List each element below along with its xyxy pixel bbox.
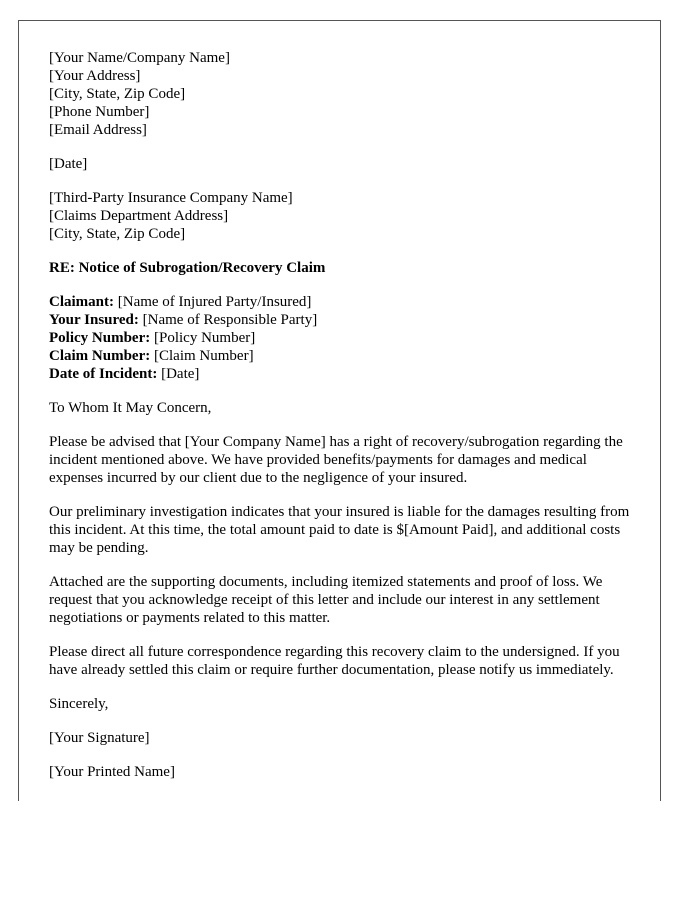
date-block	[49, 155, 639, 173]
detail-value: [Claim Number]	[150, 348, 254, 364]
body-paragraph-4: Please direct all future correspondence regarding this recovery claim to the undersigned. If you have already settled this claim or require further documentation, please notify us immediately.	[49, 644, 620, 678]
body-paragraph-3: Attached are the supporting documents, including itemized statements and proof of loss. We request that you acknowledge receipt of this letter and include our interest in any settlement negotiations or payments related to this matter.	[49, 574, 603, 626]
detail-value: [Policy Number]	[150, 330, 256, 346]
salutation-text: To Whom It May Concern,	[49, 400, 212, 416]
subject-block	[49, 259, 639, 277]
detail-label: Your Insured:	[49, 312, 139, 328]
detail-date-of-incident	[49, 365, 639, 383]
detail-value: [Date]	[157, 366, 200, 382]
closing-text: Sincerely,	[49, 696, 109, 712]
detail-value: [Name of Responsible Party]	[138, 312, 318, 328]
sender-block	[49, 49, 639, 139]
subject-line: RE: Notice of Subrogation/Recovery Claim	[49, 260, 326, 276]
sender-city-state-zip: [City, State, Zip Code]	[49, 86, 186, 102]
detail-your-insured	[49, 311, 639, 329]
signature-block	[49, 729, 639, 747]
detail-claim-number	[49, 347, 639, 365]
salutation	[49, 399, 639, 417]
claim-details	[49, 293, 639, 383]
letter-content	[49, 49, 639, 781]
detail-value: [Name of Injured Party/Insured]	[114, 294, 312, 310]
printed-name: [Your Printed Name]	[49, 764, 175, 780]
detail-label: Claim Number:	[49, 348, 151, 364]
sender-address: [Your Address]	[49, 68, 141, 84]
detail-label: Claimant:	[49, 294, 114, 310]
sender-phone: [Phone Number]	[49, 104, 150, 120]
detail-claimant	[49, 293, 639, 311]
signature-placeholder: [Your Signature]	[49, 730, 150, 746]
detail-label: Policy Number:	[49, 330, 151, 346]
closing-block	[49, 695, 639, 713]
recipient-company: [Third-Party Insurance Company Name]	[49, 190, 293, 206]
sender-name: [Your Name/Company Name]	[49, 50, 230, 66]
recipient-block	[49, 189, 639, 243]
body-paragraph-1: Please be advised that [Your Company Name] has a right of recovery/subrogation regarding the incident mentioned above. We have provided benefits/payments for damages and medical expenses incurred by our client due to the negligence of your insured.	[49, 434, 623, 486]
letter-date: [Date]	[49, 156, 88, 172]
recipient-address: [Claims Department Address]	[49, 208, 229, 224]
detail-policy-number	[49, 329, 639, 347]
letter-page	[18, 20, 661, 801]
sender-email: [Email Address]	[49, 122, 147, 138]
recipient-city-state-zip: [City, State, Zip Code]	[49, 226, 186, 242]
body-paragraph-2: Our preliminary investigation indicates that your insured is liable for the damages resulting from this incident. At this time, the total amount paid to date is $[Amount Paid], and additional costs may be pending.	[49, 504, 630, 556]
printed-name-block	[49, 763, 639, 781]
detail-label: Date of Incident:	[49, 366, 158, 382]
